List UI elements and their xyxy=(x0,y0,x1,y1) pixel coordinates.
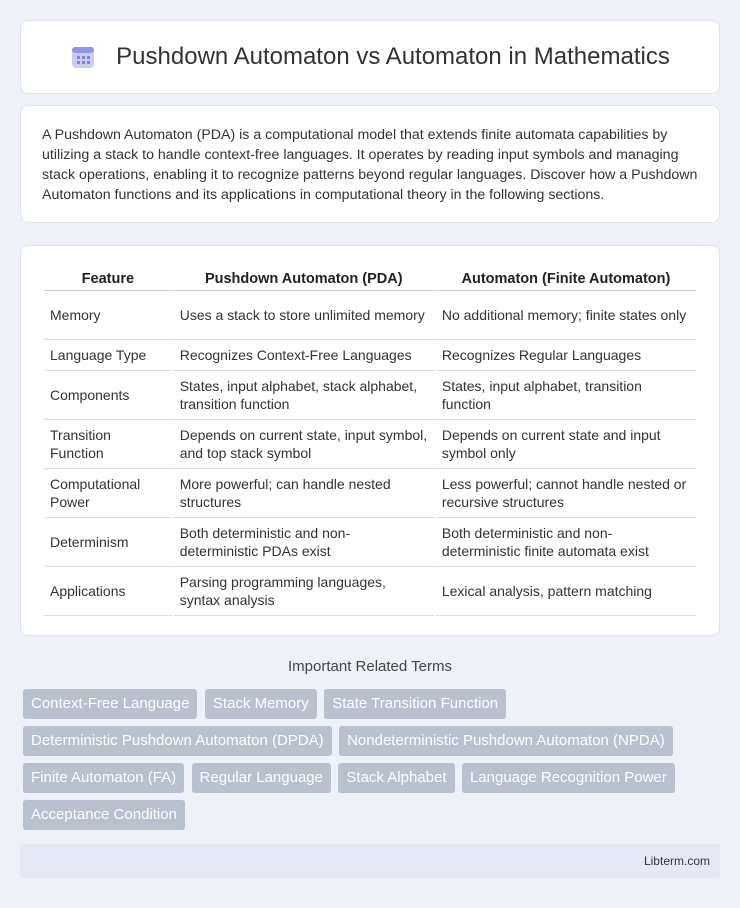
table-row xyxy=(44,291,696,340)
related-terms-title: Important Related Terms xyxy=(288,658,452,675)
column-header-pda: Pushdown Automaton (PDA) xyxy=(174,266,434,291)
related-term-tag[interactable]: Context-Free Language xyxy=(23,689,197,719)
table-cell: Recognizes Regular Languages xyxy=(436,340,696,371)
related-term-tag[interactable]: Deterministic Pushdown Automaton (DPDA) xyxy=(23,726,332,756)
table-row xyxy=(44,518,696,567)
table-cell: Lexical analysis, pattern matching xyxy=(436,567,696,616)
column-header-fa: Automaton (Finite Automaton) xyxy=(436,266,696,291)
table-row xyxy=(44,567,696,616)
related-term-tag[interactable]: Regular Language xyxy=(192,763,331,793)
table-cell: Less powerful; cannot handle nested or recursive structures xyxy=(436,469,696,518)
table-cell: Parsing programming languages, syntax analysis xyxy=(174,567,434,616)
table-cell: Determinism xyxy=(44,518,172,567)
table-cell: Computational Power xyxy=(44,469,172,518)
related-terms-list xyxy=(23,689,723,837)
footer xyxy=(20,844,720,878)
related-term-tag[interactable]: Finite Automaton (FA) xyxy=(23,763,184,793)
table-cell: Both deterministic and non-deterministic finite automata exist xyxy=(436,518,696,567)
related-term-tag[interactable]: Acceptance Condition xyxy=(23,800,185,830)
table-cell: Depends on current state, input symbol, and top stack symbol xyxy=(174,420,434,469)
column-header-feature: Feature xyxy=(44,266,172,291)
intro-card xyxy=(20,105,720,223)
comparison-card xyxy=(20,245,720,636)
related-term-tag[interactable]: Nondeterministic Pushdown Automaton (NPDA) xyxy=(339,726,673,756)
related-term-tag[interactable]: Language Recognition Power xyxy=(462,763,675,793)
table-cell: Memory xyxy=(44,291,172,340)
related-term-tag[interactable]: State Transition Function xyxy=(324,689,506,719)
table-cell: Transition Function xyxy=(44,420,172,469)
table-cell: Components xyxy=(44,371,172,420)
comparison-table xyxy=(42,266,698,616)
footer-site-link[interactable]: Libterm.com xyxy=(643,854,710,868)
table-header-row xyxy=(44,266,696,291)
header-card xyxy=(20,20,720,94)
table-row xyxy=(44,420,696,469)
table-cell: Applications xyxy=(44,567,172,616)
calendar-grid-icon xyxy=(70,44,96,70)
table-cell: States, input alphabet, transition function xyxy=(436,371,696,420)
table-row xyxy=(44,469,696,518)
table-cell: No additional memory; finite states only xyxy=(436,291,696,340)
related-term-tag[interactable]: Stack Alphabet xyxy=(338,763,454,793)
table-cell: More powerful; can handle nested structures xyxy=(174,469,434,518)
table-cell: Depends on current state and input symbol only xyxy=(436,420,696,469)
table-row xyxy=(44,340,696,371)
table-cell: Uses a stack to store unlimited memory xyxy=(174,291,434,340)
related-term-tag[interactable]: Stack Memory xyxy=(205,689,317,719)
table-cell: Language Type xyxy=(44,340,172,371)
table-cell: Recognizes Context-Free Languages xyxy=(174,340,434,371)
table-cell: States, input alphabet, stack alphabet, transition function xyxy=(174,371,434,420)
intro-text: A Pushdown Automaton (PDA) is a computational model that extends finite automata capabilities by utilizing a stack to handle context-free languages. It operates by reading input symbols and managing stack operations, enabling it to recognize patterns beyond regular languages. Discover how a Pushdown Automaton functions and its applications in computational theory in the following sections. xyxy=(42,127,698,203)
table-row xyxy=(44,371,696,420)
page-title: Pushdown Automaton vs Automaton in Mathematics xyxy=(116,43,670,70)
table-cell: Both deterministic and non-deterministic PDAs exist xyxy=(174,518,434,567)
